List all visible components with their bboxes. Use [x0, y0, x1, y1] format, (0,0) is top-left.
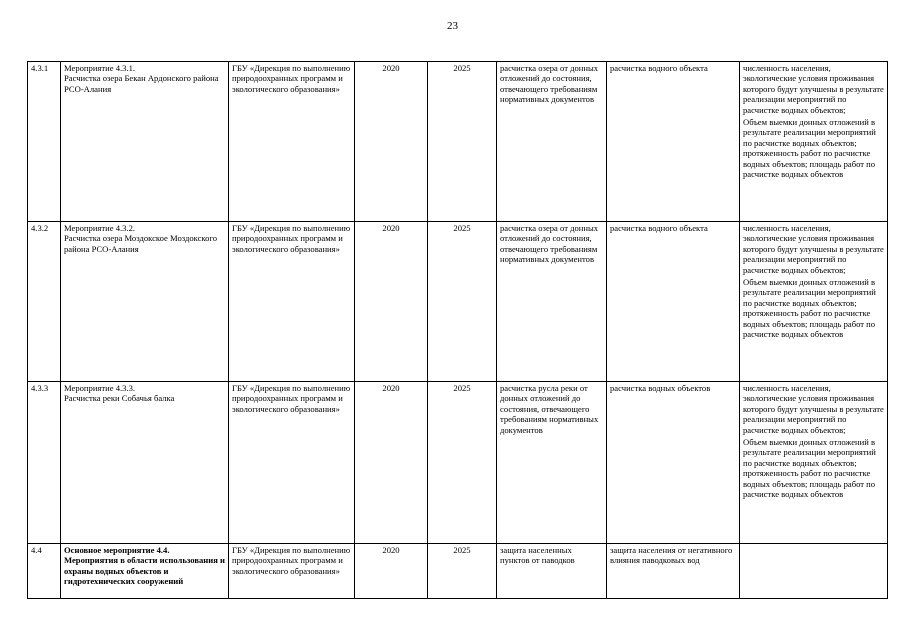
measure-title: Мероприятие 4.3.2. Расчистка озера Моздокское Моздокского района РСО-Алания	[61, 222, 229, 382]
end-year: 2025	[428, 222, 497, 382]
table-row	[28, 62, 888, 222]
row-number: 4.3.2	[28, 222, 61, 382]
table-row	[28, 544, 888, 599]
expected-result: защита населенных пунктов от паводков	[497, 544, 607, 599]
indicator-volume: Объем выемки донных отложений в результате реализации мероприятий по расчистке водных объектов; протяженность работ по расчистке водных объектов; площадь работ по расчистке водных объектов	[743, 117, 876, 180]
expected-result: расчистка озера от донных отложений до состояния, отвечающего требованиям нормативных документов	[497, 222, 607, 382]
indicator-population: численность населения, экологические условия проживания которого будут улучшены в результате реализации мероприятий по расчистке водных объектов;	[743, 63, 884, 115]
measures-table	[27, 61, 888, 599]
executor: ГБУ «Дирекция по выполнению природоохранных программ и экологического образования»	[229, 382, 355, 544]
indicators-cell	[740, 544, 888, 599]
row-number: 4.3.1	[28, 62, 61, 222]
executor: ГБУ «Дирекция по выполнению природоохранных программ и экологического образования»	[229, 62, 355, 222]
table-row	[28, 222, 888, 382]
expected-result: расчистка озера от донных отложений до состояния, отвечающего требованиям нормативных документов	[497, 62, 607, 222]
end-year: 2025	[428, 382, 497, 544]
row-number: 4.4	[28, 544, 61, 599]
indicator-volume: Объем выемки донных отложений в результате реализации мероприятий по расчистке водных объектов; протяженность работ по расчистке водных объектов; площадь работ по расчистке водных объектов	[743, 437, 876, 500]
consequence: расчистка водного объекта	[607, 62, 740, 222]
indicators-cell	[740, 382, 888, 544]
consequence: защита населения от негативного влияния паводковых вод	[607, 544, 740, 599]
page-number: 23	[447, 20, 458, 32]
end-year: 2025	[428, 544, 497, 599]
indicator-volume: Объем выемки донных отложений в результате реализации мероприятий по расчистке водных объектов; протяженность работ по расчистке водных объектов; площадь работ по расчистке водных объектов	[743, 277, 876, 340]
row-number: 4.3.3	[28, 382, 61, 544]
indicator-population: численность населения, экологические условия проживания которого будут улучшены в результате реализации мероприятий по расчистке водных объектов;	[743, 223, 884, 275]
end-year: 2025	[428, 62, 497, 222]
measure-title: Мероприятие 4.3.3. Расчистка реки Собачья балка	[61, 382, 229, 544]
measure-title: Мероприятие 4.3.1. Расчистка озера Бекан Ардонского района РСО-Алания	[61, 62, 229, 222]
table-row	[28, 382, 888, 544]
start-year: 2020	[355, 222, 428, 382]
measure-title: Основное мероприятие 4.4. Мероприятия в области использования и охраны водных объектов и гидротехнических сооружений	[61, 544, 229, 599]
indicators-cell	[740, 62, 888, 222]
start-year: 2020	[355, 382, 428, 544]
executor: ГБУ «Дирекция по выполнению природоохранных программ и экологического образования»	[229, 544, 355, 599]
start-year: 2020	[355, 62, 428, 222]
consequence: расчистка водных объектов	[607, 382, 740, 544]
start-year: 2020	[355, 544, 428, 599]
expected-result: расчистка русла реки от донных отложений до состояния, отвечающего требованиям нормативных документов	[497, 382, 607, 544]
indicators-cell	[740, 222, 888, 382]
consequence: расчистка водного объекта	[607, 222, 740, 382]
executor: ГБУ «Дирекция по выполнению природоохранных программ и экологического образования»	[229, 222, 355, 382]
indicator-population: численность населения, экологические условия проживания которого будут улучшены в результате реализации мероприятий по расчистке водных объектов;	[743, 383, 884, 435]
